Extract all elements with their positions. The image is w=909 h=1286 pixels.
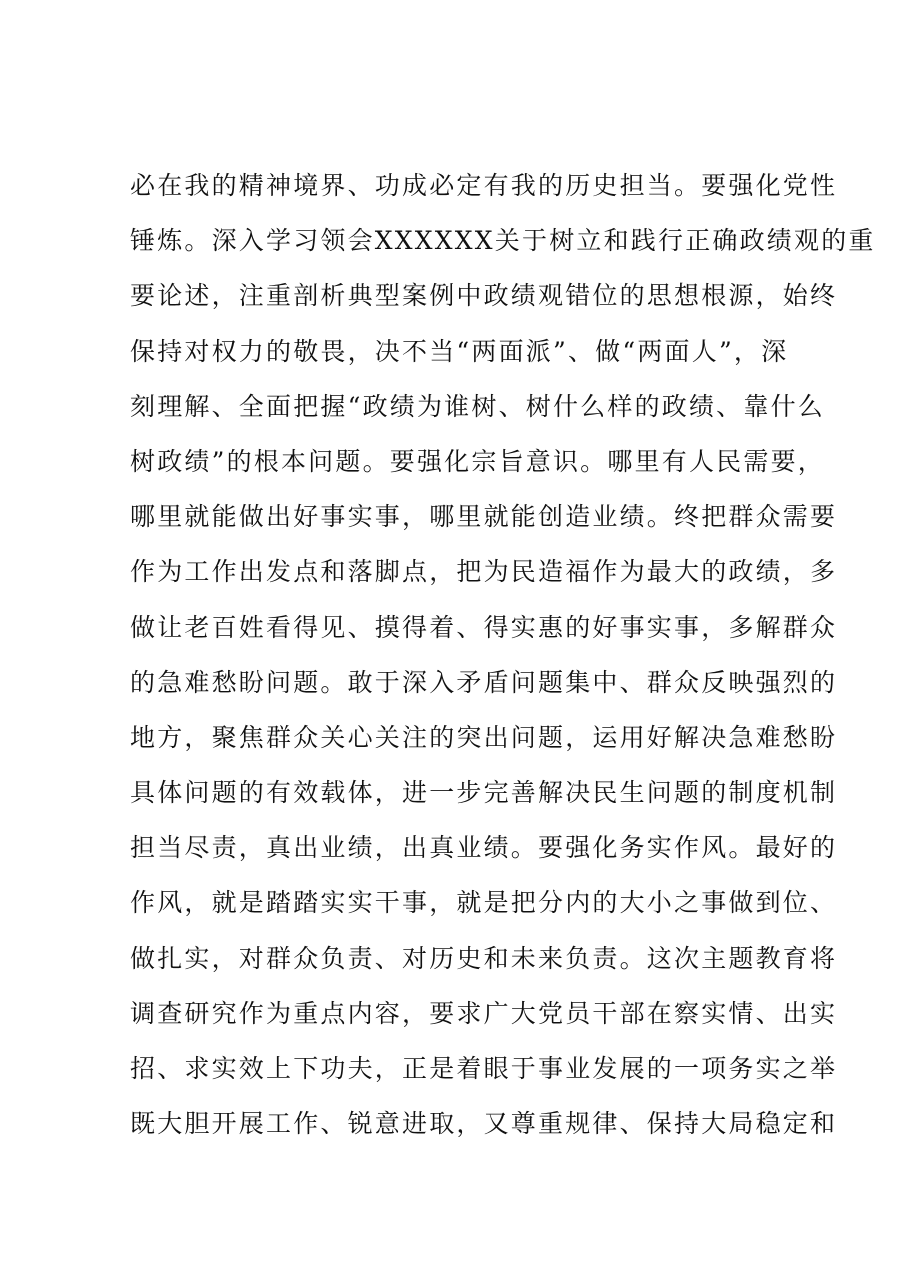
text-line: 做扎实，对群众负责、对历史和未来负责。这次主题教育将 [130,943,838,973]
text-line: 锤炼。深入学习领会XXXXXX关于树立和践行正确政绩观的重 [130,226,876,256]
text-line: 必在我的精神境界、功成必定有我的历史担当。要强化党性 [130,171,838,200]
text-line: 担当尽责，真出业绩，出真业绩。要强化务实作风。最好的 [130,833,838,863]
text-line: 地方，聚焦群众关心关注的突出问题，运用好解决急难愁盼 [130,722,838,752]
text-line: 招、求实效上下功夫，正是着眼于事业发展的一项务实之举 [130,1054,838,1083]
body-text [130,158,876,1151]
text-line: 树政绩”的根本问题。要强化宗旨意识。哪里有人民需要， [130,446,825,476]
text-line: 要论述，注重剖析典型案例中政绩观错位的思想根源，始终 [130,281,838,311]
text-line: 既大胆开展工作、锐意进取，又尊重规律、保持大局稳定和 [130,1109,838,1139]
text-line: 的急难愁盼问题。敢于深入矛盾问题集中、群众反映强烈的 [130,667,838,697]
text-line: 具体问题的有效载体，进一步完善解决民生问题的制度机制 [130,778,838,808]
text-line: 保持对权力的敬畏，决不当“两面派”、做“两面人”，深 [130,336,789,366]
text-line: 作为工作出发点和落脚点，把为民造福作为最大的政绩，多 [130,557,838,587]
text-line: 刻理解、全面把握“政绩为谁树、树什么样的政绩、靠什么 [130,391,825,421]
text-line: 作风，就是踏踏实实干事，就是把分内的大小之事做到位、 [130,888,838,918]
text-line: 哪里就能做出好事实事，哪里就能创造业绩。终把群众需要 [130,502,838,532]
text-line: 调查研究作为重点内容，要求广大党员干部在察实情、出实 [130,998,838,1028]
text-line: 做让老百姓看得见、摸得着、得实惠的好事实事，多解群众 [130,612,838,642]
